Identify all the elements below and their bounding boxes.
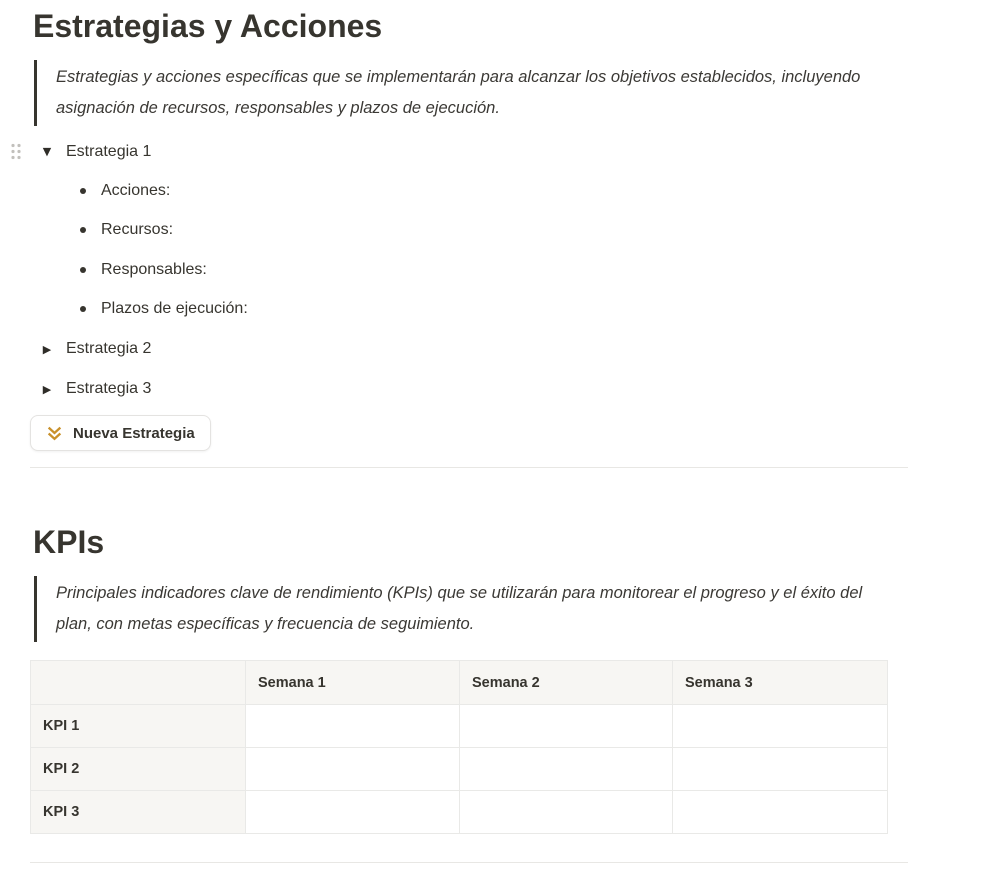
bullet-text: Plazos de ejecución: <box>101 300 248 318</box>
kpi-cell[interactable] <box>246 748 460 791</box>
table-row <box>31 748 888 791</box>
bullet-icon <box>80 267 86 273</box>
toggle-row-estrategia-1 <box>33 132 1005 171</box>
kpi-cell[interactable] <box>673 791 888 834</box>
bullet-text: Responsables: <box>101 260 207 278</box>
kpi-table-header-semana-3[interactable]: Semana 3 <box>673 661 888 705</box>
quote-text-estrategias: Estrategias y acciones específicas que se implementarán para alcanzar los objetivos establecidos, incluyendo asignación de recursos, responsables y plazos de ejecución. <box>56 68 861 117</box>
quote-block-estrategias <box>34 60 890 126</box>
divider <box>30 862 908 863</box>
kpi-row-label[interactable]: KPI 3 <box>31 791 246 834</box>
toggle-label: Estrategia 2 <box>66 340 152 357</box>
table-row <box>31 791 888 834</box>
strategy-toggle-list <box>33 132 1005 409</box>
bullet-item <box>33 290 1005 330</box>
bullet-icon <box>80 306 86 312</box>
toggle-closed-icon[interactable]: ▶ <box>42 342 52 356</box>
toggle-label: Estrategia 3 <box>66 380 152 397</box>
kpi-cell[interactable] <box>460 748 673 791</box>
toggle-row-estrategia-2 <box>33 329 1005 369</box>
kpi-table-header-semana-2[interactable]: Semana 2 <box>460 661 673 705</box>
kpi-table-header-row <box>31 661 888 705</box>
toggle-label: Estrategia 1 <box>66 142 152 160</box>
table-row <box>31 705 888 748</box>
kpi-cell[interactable] <box>246 791 460 834</box>
kpi-table <box>30 660 888 834</box>
bullet-item <box>33 250 1005 290</box>
toggle-closed-icon[interactable]: ▶ <box>42 382 52 396</box>
kpi-cell[interactable] <box>460 705 673 748</box>
bullet-text: Recursos: <box>101 221 174 239</box>
kpi-row-label[interactable]: KPI 2 <box>31 748 246 791</box>
quote-block-kpis <box>34 576 890 642</box>
new-strategy-button-label: Nueva Estrategia <box>73 424 195 442</box>
bullet-icon <box>80 227 86 233</box>
drag-handle-icon[interactable] <box>7 140 25 164</box>
kpi-cell[interactable] <box>673 705 888 748</box>
bullet-icon <box>80 188 86 194</box>
double-chevron-down-icon <box>46 425 63 442</box>
kpi-cell[interactable] <box>673 748 888 791</box>
kpi-table-header-semana-1[interactable]: Semana 1 <box>246 661 460 705</box>
kpi-cell[interactable] <box>460 791 673 834</box>
bullet-text: Acciones: <box>101 181 171 199</box>
section-title-estrategias: Estrategias y Acciones <box>33 8 383 44</box>
toggle-row-estrategia-3 <box>33 369 1005 409</box>
kpi-row-label[interactable]: KPI 1 <box>31 705 246 748</box>
new-strategy-button[interactable] <box>30 415 211 451</box>
kpi-cell[interactable] <box>246 705 460 748</box>
section-title-kpis: KPIs <box>33 524 105 560</box>
bullet-item <box>33 171 1005 211</box>
kpi-table-corner-cell[interactable] <box>31 661 246 705</box>
divider <box>30 467 908 468</box>
toggle-open-icon[interactable]: ▼ <box>42 145 52 158</box>
quote-text-kpis: Principales indicadores clave de rendimiento (KPIs) que se utilizarán para monitorear el progreso y el éxito del plan, con metas específicas y frecuencia de seguimiento. <box>56 584 863 633</box>
bullet-item <box>33 211 1005 251</box>
